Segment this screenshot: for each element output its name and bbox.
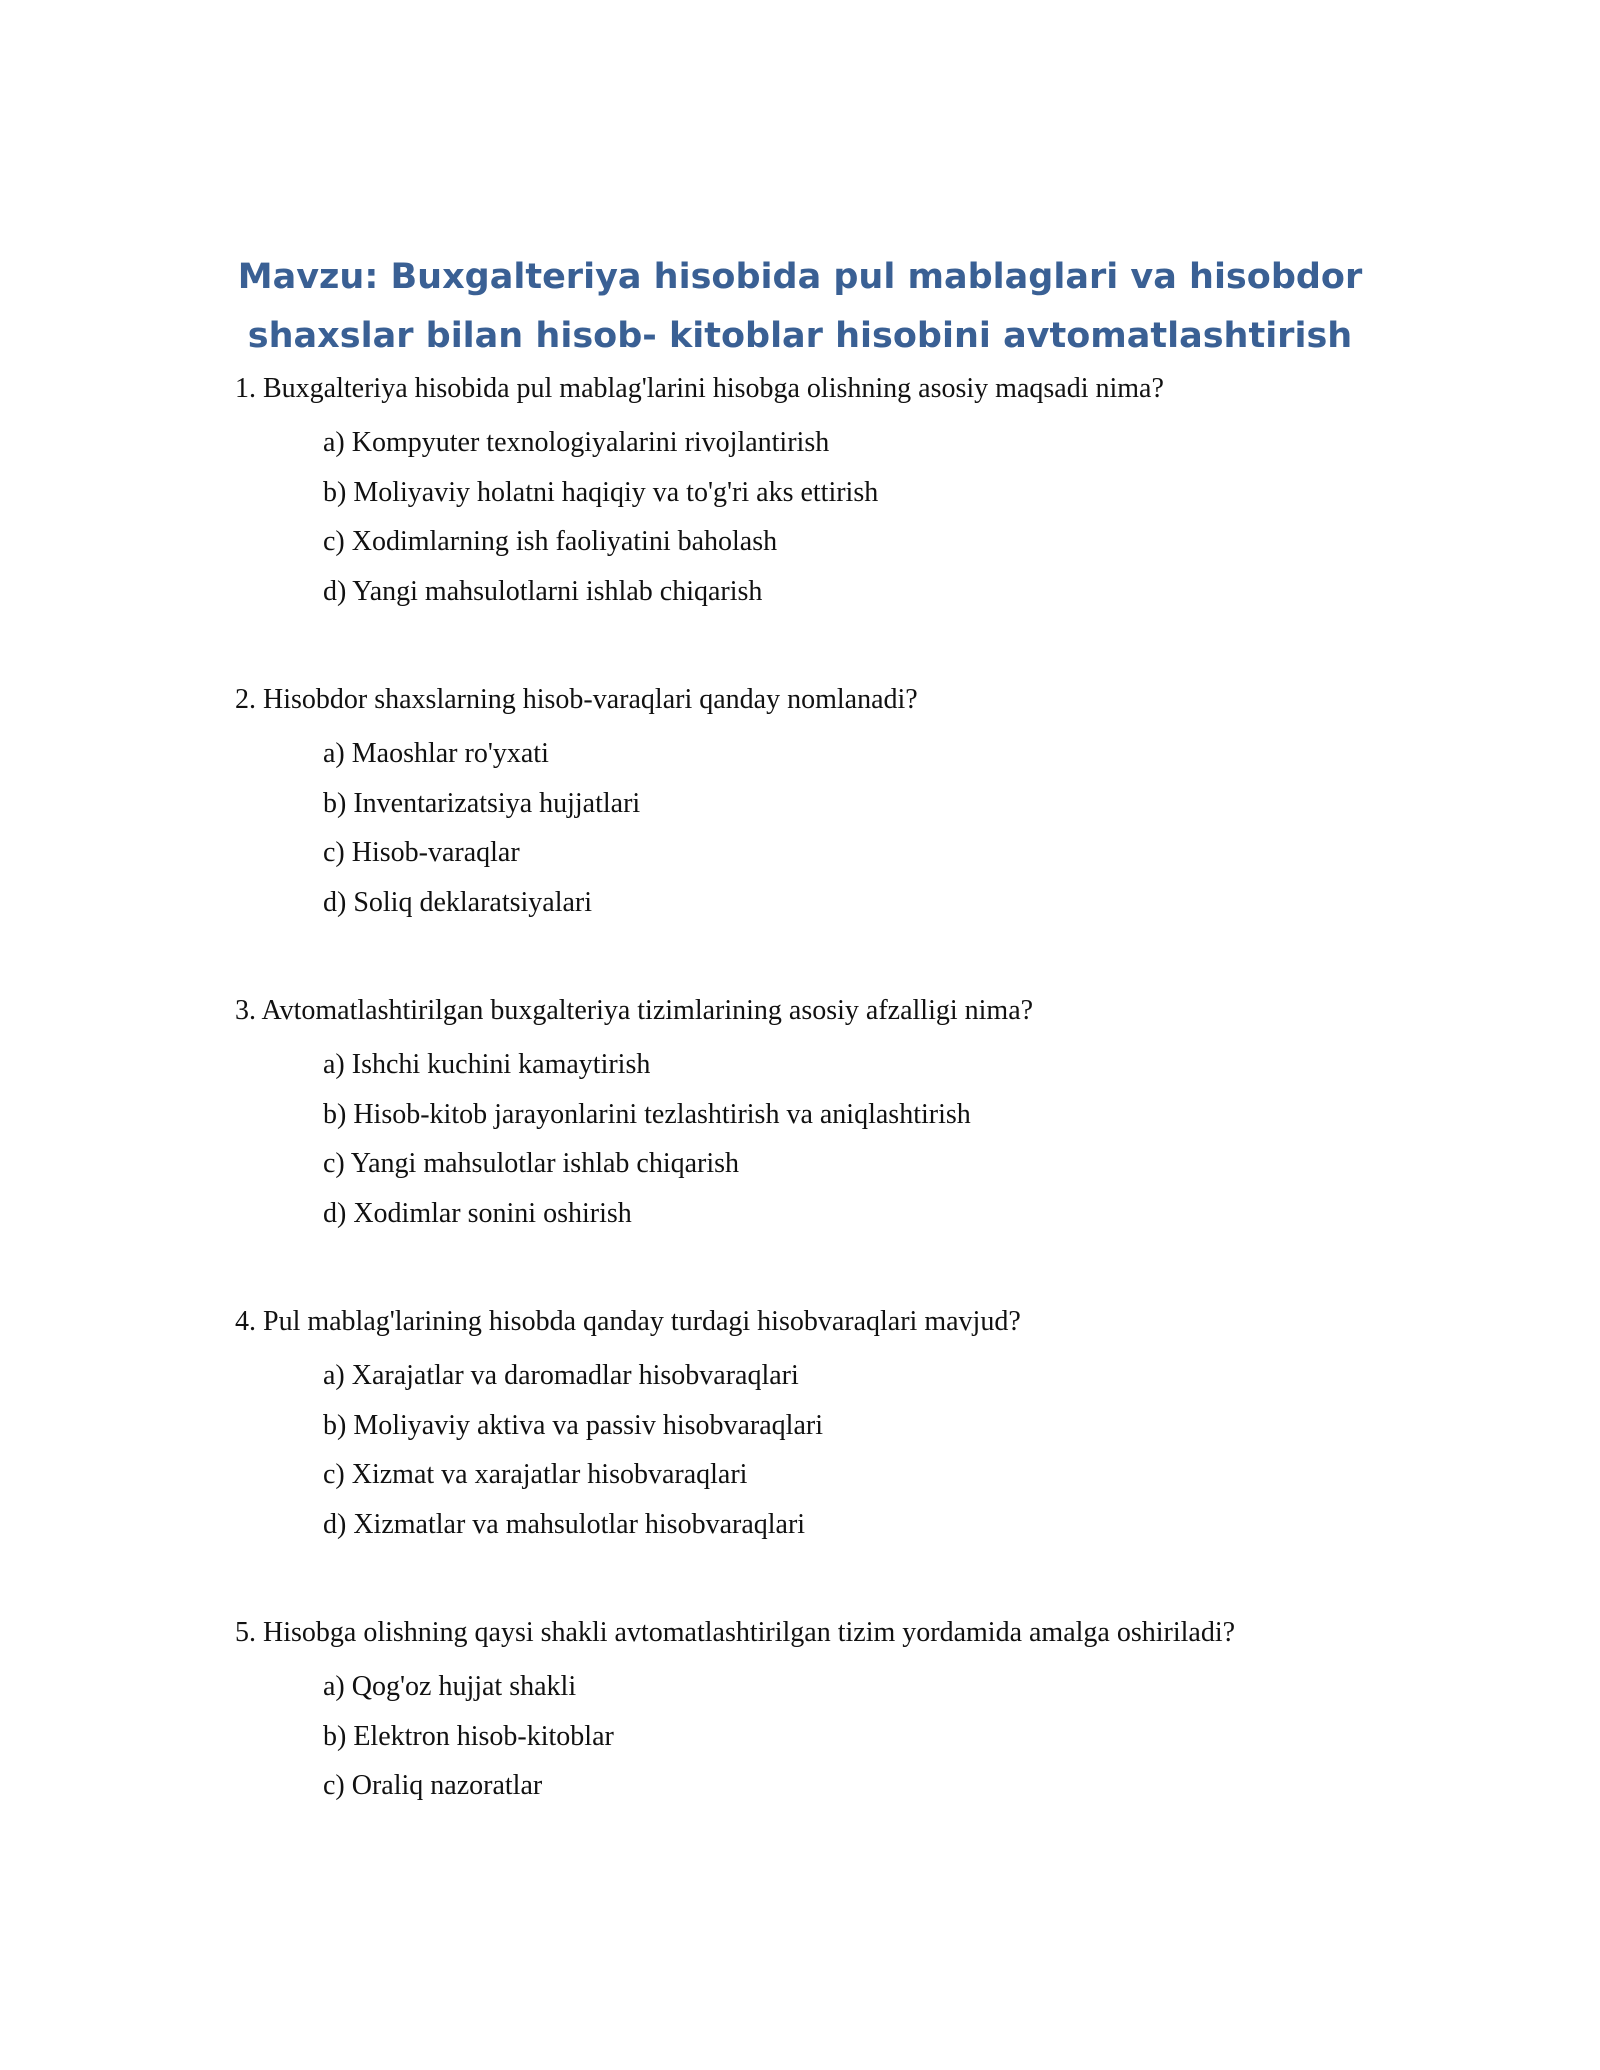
answer-options [235, 418, 1435, 616]
answer-option-d: d) Soliq deklaratsiyalari [323, 886, 593, 918]
question-text: 1. Buxgalteriya hisobida pul mablag'larini hisobga olishning asosiy maqsadi nima? [235, 373, 1164, 404]
question-text: 5. Hisobga olishning qaysi shakli avtomatlashtirilgan tizim yordamida amalga oshiriladi? [235, 1617, 1236, 1648]
answer-option-c: c) Yangi mahsulotlar ishlab chiqarish [323, 1148, 740, 1179]
document-title [0, 248, 1600, 366]
answer-option-c: c) Xizmat va xarajatlar hisobvaraqlari [323, 1459, 748, 1490]
question-3 [235, 987, 1435, 1238]
answer-option-b: b) Moliyaviy holatni haqiqiy va to'g'ri aks ettirish [323, 476, 879, 508]
question-2 [235, 676, 1435, 927]
answer-option-d: d) Xodimlar sonini oshirish [323, 1197, 632, 1229]
answer-option-c: c) Hisob-varaqlar [323, 837, 520, 868]
answer-option-c: c) Xodimlarning ish faoliyatini baholash [323, 526, 778, 557]
question-text: 3. Avtomatlashtirilgan buxgalteriya tizimlarining asosiy afzalligi nima? [235, 995, 1034, 1026]
answer-option-a: a) Qog'oz hujjat shakli [323, 1671, 577, 1702]
question-text: 2. Hisobdor shaxslarning hisob-varaqlari qanday nomlanadi? [235, 684, 918, 715]
answer-option-d: d) Yangi mahsulotlarni ishlab chiqarish [323, 575, 763, 607]
answer-option-b: b) Moliyaviy aktiva va passiv hisobvaraqlari [323, 1409, 823, 1441]
answer-option-d: d) Xizmatlar va mahsulotlar hisobvaraqlari [323, 1508, 806, 1540]
answer-option-b: b) Hisob-kitob jarayonlarini tezlashtirish va aniqlashtirish [323, 1098, 971, 1130]
question-text: 4. Pul mablag'larining hisobda qanday turdagi hisobvaraqlari mavjud? [235, 1306, 1021, 1337]
question-list [235, 365, 1435, 1871]
answer-options [235, 1040, 1435, 1238]
question-1 [235, 365, 1435, 616]
question-5 [235, 1609, 1435, 1811]
answer-option-a: a) Kompyuter texnologiyalarini rivojlantirish [323, 427, 830, 458]
answer-options [235, 729, 1435, 927]
document-title-line-1: Mavzu: Buxgalteriya hisobida pul mablaglari va hisobdor [237, 257, 1363, 297]
answer-option-a: a) Xarajatlar va daromadlar hisobvaraqlari [323, 1360, 799, 1391]
answer-option-b: b) Inventarizatsiya hujjatlari [323, 787, 641, 819]
answer-option-a: a) Ishchi kuchini kamaytirish [323, 1049, 651, 1080]
question-4 [235, 1298, 1435, 1549]
answer-options [235, 1662, 1435, 1811]
document-title-line-2: shaxslar bilan hisob- kitoblar hisobini avtomatlashtirish [247, 316, 1353, 356]
answer-option-a: a) Maoshlar ro'yxati [323, 738, 549, 769]
answer-option-c: c) Oraliq nazoratlar [323, 1770, 543, 1801]
answer-options [235, 1351, 1435, 1549]
answer-option-b: b) Elektron hisob-kitoblar [323, 1720, 614, 1752]
